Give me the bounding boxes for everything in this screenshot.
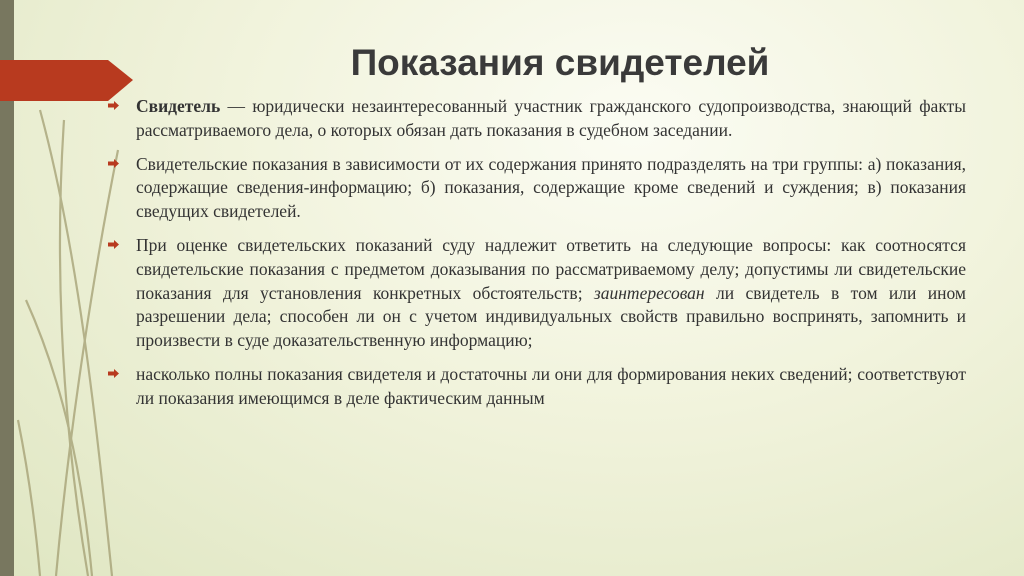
term-witness: Свидетель	[136, 96, 221, 116]
arrow-bullet-icon	[108, 159, 119, 168]
bullet-list	[106, 95, 966, 421]
arrow-bullet-icon	[108, 101, 119, 110]
left-edge-bar	[0, 0, 14, 576]
bullet-item-sufficiency	[106, 363, 966, 411]
slide-title: Показания свидетелей	[350, 42, 770, 83]
arrow-bullet-icon	[108, 369, 119, 378]
bullet-text: насколько полны показания свидетеля и достаточны ли они для формирования неких сведений; соответствуют ли показания имеющимся в деле фактическим данным	[136, 363, 966, 408]
arrow-bullet-icon	[108, 240, 119, 249]
bullet-item-testimony-groups	[106, 153, 966, 224]
emphasis-interested: заинтересован	[593, 282, 705, 303]
bullet-text: Свидетельские показания в зависимости от их содержания принято подразделять на три группы: а) показания, содержащие сведения-информацию; б) показания, содержащие кроме сведений и суждения; в) показания сведущих свидетелей.	[136, 153, 966, 222]
bullet-item-evaluation-questions	[106, 234, 966, 353]
bullet-text: При оценке свидетельских показаний суду надлежит ответить на следующие вопросы: как соотносятся свидетельские показания с предметом доказывания по рассматриваемому делу; допустимы ли свидетельские показания для установления конкретных обстоятельств;	[136, 234, 966, 303]
bullet-text: ли свидетель в том или ином разрешении дела; способен ли он с учетом индивидуальных свойств правильно воспринять, запомнить и произвести в суде доказательственную информацию;	[136, 282, 966, 351]
bullet-item-witness-definition	[106, 95, 966, 143]
bullet-text: — юридически незаинтересованный участник гражданского судопроизводства, знающий факты рассматриваемого дела, о которых обязан дать показания в судебном заседании.	[136, 96, 966, 140]
